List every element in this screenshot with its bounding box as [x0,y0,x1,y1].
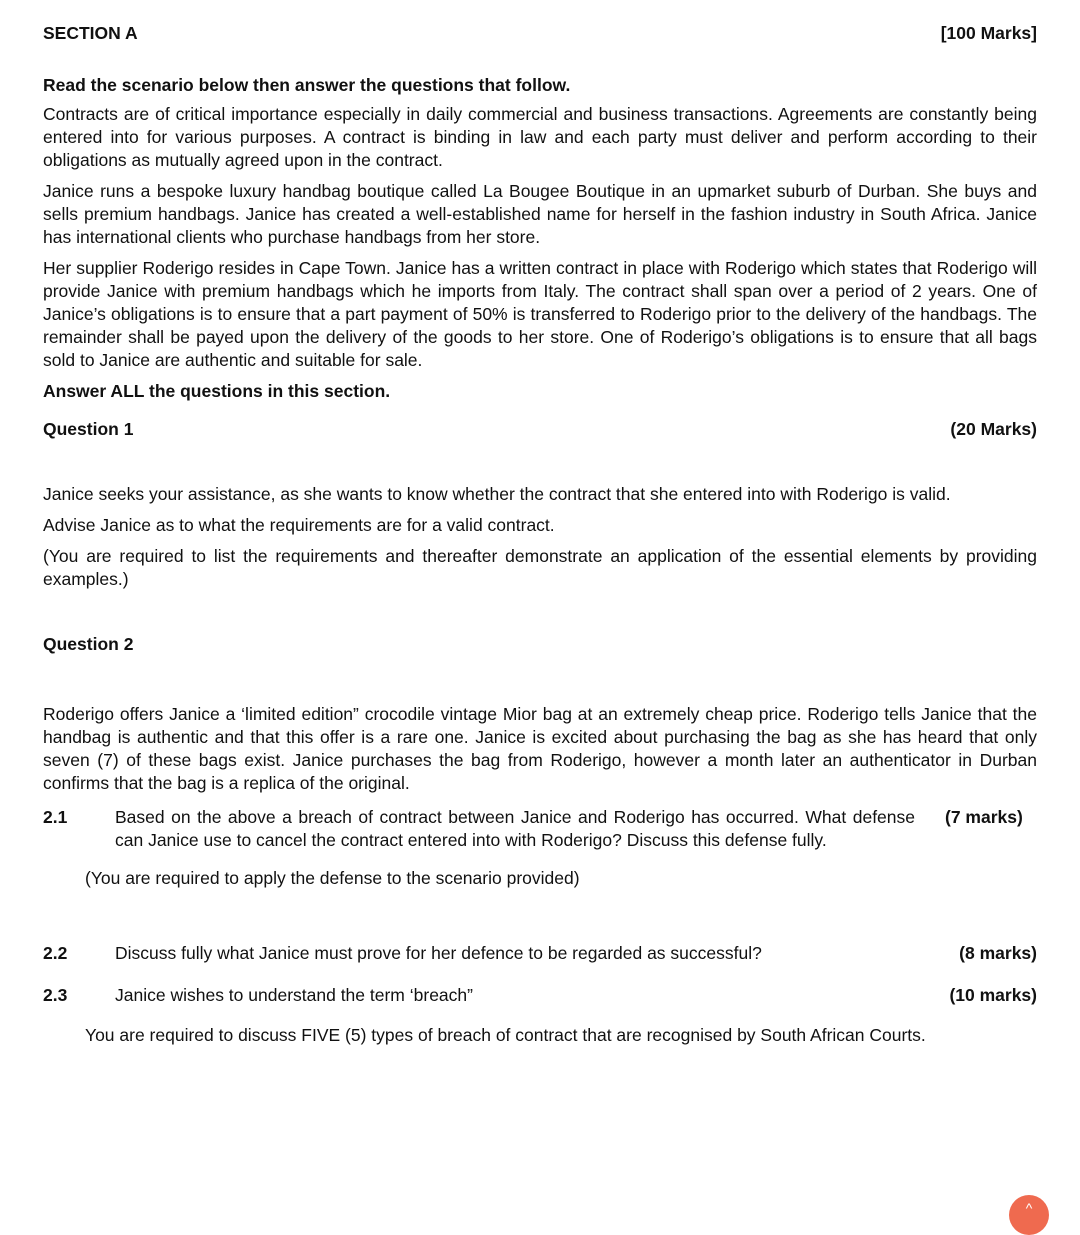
question-2-title: Question 2 [43,634,134,654]
document-page [43,22,1037,1047]
scenario-instruction: Read the scenario below then answer the questions that follow. [43,75,571,95]
scenario-paragraph: Janice runs a bespoke luxury handbag boutique called La Bougee Boutique in an upmarket suburb of Durban. She buys and sells premium handbags. Janice has created a well-established name for herself in the fashion industry in South Africa. Janice has international clients who purchase handbags from her store. [43,181,1037,247]
chevron-up-icon: ^ [1025,1200,1033,1216]
question-1-paragraph: Advise Janice as to what the requirements are for a valid contract. [43,515,555,535]
sub-question-number: 2.2 [43,943,68,963]
question-1-title: Question 1 [43,419,134,439]
sub-question-text: Janice wishes to understand the term ‘breach” [115,985,473,1005]
scenario-paragraph: Contracts are of critical importance especially in daily commercial and business transactions. Agreements are constantly being entered into for various purposes. A contract is binding in law and each party must deliver and perform according to their obligations as mutually agreed upon in the contract. [43,104,1037,170]
sub-question-marks: (10 marks) [949,985,1037,1005]
question-1-marks: (20 Marks) [950,419,1037,439]
scroll-to-top-button[interactable] [1009,1195,1049,1235]
section-title: SECTION A [43,23,138,43]
answer-all-instruction: Answer ALL the questions in this section. [43,381,391,401]
sub-question-note: (You are required to apply the defense to the scenario provided) [85,868,580,888]
sub-question-note: You are required to discuss FIVE (5) types of breach of contract that are recognised by South African Courts. [85,1025,926,1045]
sub-question-number: 2.1 [43,807,68,827]
sub-question-2-1 [43,806,1037,852]
sub-question-marks: (8 marks) [959,943,1037,963]
sub-question-text: Based on the above a breach of contract between Janice and Roderigo has occurred. What defense can Janice use to cancel the contract entered into with Roderigo? Discuss this defense fully. [115,807,915,850]
question-2-intro: Roderigo offers Janice a ‘limited edition” crocodile vintage Mior bag at an extremely cheap price. Roderigo tells Janice that the handbag is authentic and that this offer is a rare one. Janice is excited about purchasing the bag as she has heard that only seven (7) of these bags exist. Janice purchases the bag from Roderigo, however a month later an authenticator in Durban confirms that the bag is a replica of the original. [43,704,1037,793]
sub-question-marks: (7 marks) [945,807,1023,827]
question-1-paragraph: Janice seeks your assistance, as she wants to know whether the contract that she entered into with Roderigo is valid. [43,484,951,504]
sub-question-2-3 [43,984,1037,1007]
section-marks: [100 Marks] [940,23,1037,43]
question-1-header [43,418,1037,441]
scenario-paragraph: Her supplier Roderigo resides in Cape Town. Janice has a written contract in place with Roderigo which states that Roderigo will provide Janice with premium handbags which he imports from Italy. The contract shall span over a period of 2 years. One of Janice’s obligations is to ensure that a part payment of 50% is transferred to Roderigo prior to the delivery of the handbags. The remainder shall be payed upon the delivery of the goods to her store. One of Roderigo’s obligations is to ensure that all bags sold to Janice are authentic and suitable for sale. [43,258,1037,370]
sub-question-number: 2.3 [43,985,68,1005]
section-header [43,22,1037,45]
sub-question-text: Discuss fully what Janice must prove for her defence to be regarded as successful? [115,943,762,963]
sub-question-2-2 [43,942,1037,965]
question-1-paragraph: (You are required to list the requirements and thereafter demonstrate an application of the essential elements by providing examples.) [43,546,1037,589]
